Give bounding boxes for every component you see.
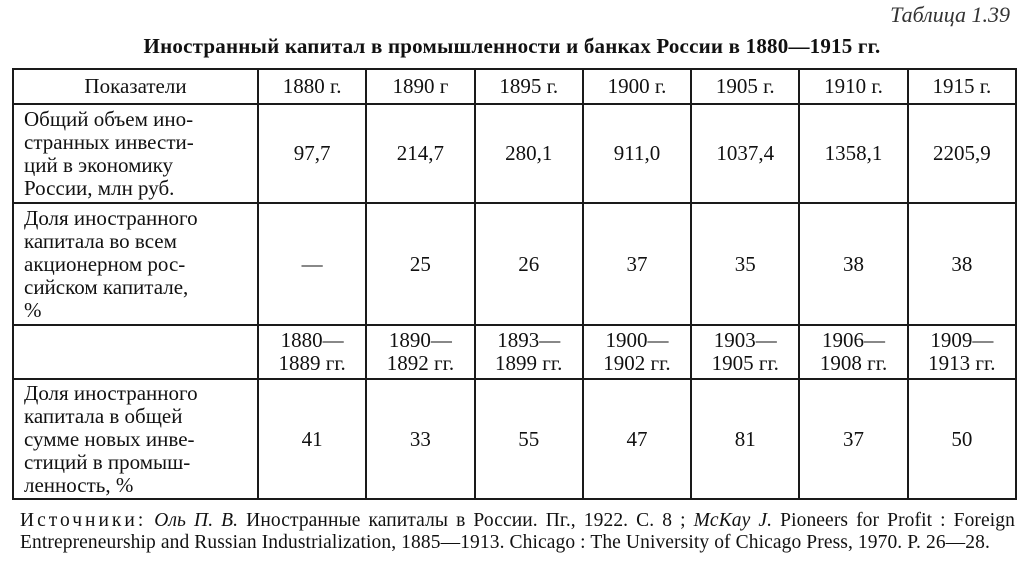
header-year: 1915 г. <box>908 69 1016 104</box>
row-label-line: капитала во всем <box>24 228 177 253</box>
period-cell <box>799 325 907 379</box>
table-row <box>13 104 1016 203</box>
table-cell: 38 <box>799 203 907 325</box>
table-cell: 2205,9 <box>908 104 1016 203</box>
row-label <box>13 203 258 325</box>
table-cell: 35 <box>691 203 799 325</box>
table-cell: 1037,4 <box>691 104 799 203</box>
row-label-line: Доля иностранного <box>24 380 198 405</box>
row-label-line: % <box>24 297 42 322</box>
row-label-line: стиций в промыш- <box>24 449 191 474</box>
row-label-line: Общий объем ино- <box>24 106 194 131</box>
period-cell <box>691 325 799 379</box>
period-header-row <box>13 325 1016 379</box>
table-cell: 1358,1 <box>799 104 907 203</box>
table-cell: 37 <box>583 203 691 325</box>
period-line: 1909— <box>930 328 994 352</box>
table-cell: 33 <box>366 379 474 499</box>
header-label: Показатели <box>13 69 258 104</box>
period-line: 1890— <box>388 328 452 352</box>
table-cell: 214,7 <box>366 104 474 203</box>
period-cell <box>908 325 1016 379</box>
header-year: 1900 г. <box>583 69 691 104</box>
row-label-line: России, млн руб. <box>24 175 175 200</box>
source-text: Pioneers for Profit : Foreign Entrepreneurship and Russian Industrialization, 1885—1913. Chicago : The University of Chicago Press, 1970. P. 26—28. <box>20 510 1016 553</box>
table-cell: 47 <box>583 379 691 499</box>
row-label-line: капитала в общей <box>24 403 183 428</box>
row-label-line: Доля иностранного <box>24 205 198 230</box>
table-cell: 26 <box>475 203 583 325</box>
period-line: 1913 гг. <box>928 351 996 375</box>
period-cell <box>366 325 474 379</box>
table-title: Иностранный капитал в промышленности и банках России в 1880—1915 гг. <box>143 34 881 58</box>
table-cell: 81 <box>691 379 799 499</box>
source-tag: Источники: <box>20 510 147 531</box>
table-cell: 280,1 <box>475 104 583 203</box>
row-label <box>13 379 258 499</box>
table-cell: 97,7 <box>258 104 366 203</box>
period-header-label <box>13 325 258 379</box>
header-year: 1880 г. <box>258 69 366 104</box>
table-cell: 50 <box>908 379 1016 499</box>
period-cell <box>475 325 583 379</box>
row-label <box>13 104 258 203</box>
table-cell: 38 <box>908 203 1016 325</box>
table-row <box>13 203 1016 325</box>
data-table <box>12 68 1017 500</box>
header-year: 1895 г. <box>475 69 583 104</box>
source-author: McKay J. <box>693 510 773 531</box>
header-year: 1910 г. <box>799 69 907 104</box>
table-cell: 41 <box>258 379 366 499</box>
period-line: 1902 гг. <box>603 351 671 375</box>
row-label-line: ленность, % <box>24 472 134 497</box>
table-cell: 911,0 <box>583 104 691 203</box>
row-label-line: странных инвести- <box>24 129 194 154</box>
row-label-line: сийском капитале, <box>24 274 189 299</box>
period-line: 1905 гг. <box>711 351 779 375</box>
table-row <box>13 379 1016 499</box>
table-cell: 25 <box>366 203 474 325</box>
period-line: 1899 гг. <box>495 351 563 375</box>
header-row <box>13 69 1016 104</box>
period-line: 1893— <box>497 328 561 352</box>
table-cell: 55 <box>475 379 583 499</box>
source-author: Оль П. В. <box>154 510 239 531</box>
row-label-line: сумме новых инве- <box>24 426 195 451</box>
period-line: 1903— <box>713 328 777 352</box>
table-number: Таблица 1.39 <box>890 2 1010 27</box>
period-cell <box>258 325 366 379</box>
header-year: 1890 г <box>366 69 474 104</box>
period-line: 1900— <box>605 328 669 352</box>
table-cell: — <box>258 203 366 325</box>
period-line: 1908 гг. <box>819 351 888 375</box>
row-label-line: ций в экономику <box>24 152 174 177</box>
table-cell: 37 <box>799 379 907 499</box>
period-line: 1889 гг. <box>278 351 346 375</box>
header-year: 1905 г. <box>691 69 799 104</box>
period-line: 1880— <box>280 328 344 352</box>
source-note <box>20 510 1015 554</box>
row-label-line: акционерном рос- <box>24 251 186 276</box>
period-line: 1892 гг. <box>386 351 455 375</box>
period-line: 1906— <box>822 328 886 352</box>
period-cell <box>583 325 691 379</box>
source-text: Иностранные капиталы в России. Пг., 1922. С. 8 ; <box>246 510 686 531</box>
